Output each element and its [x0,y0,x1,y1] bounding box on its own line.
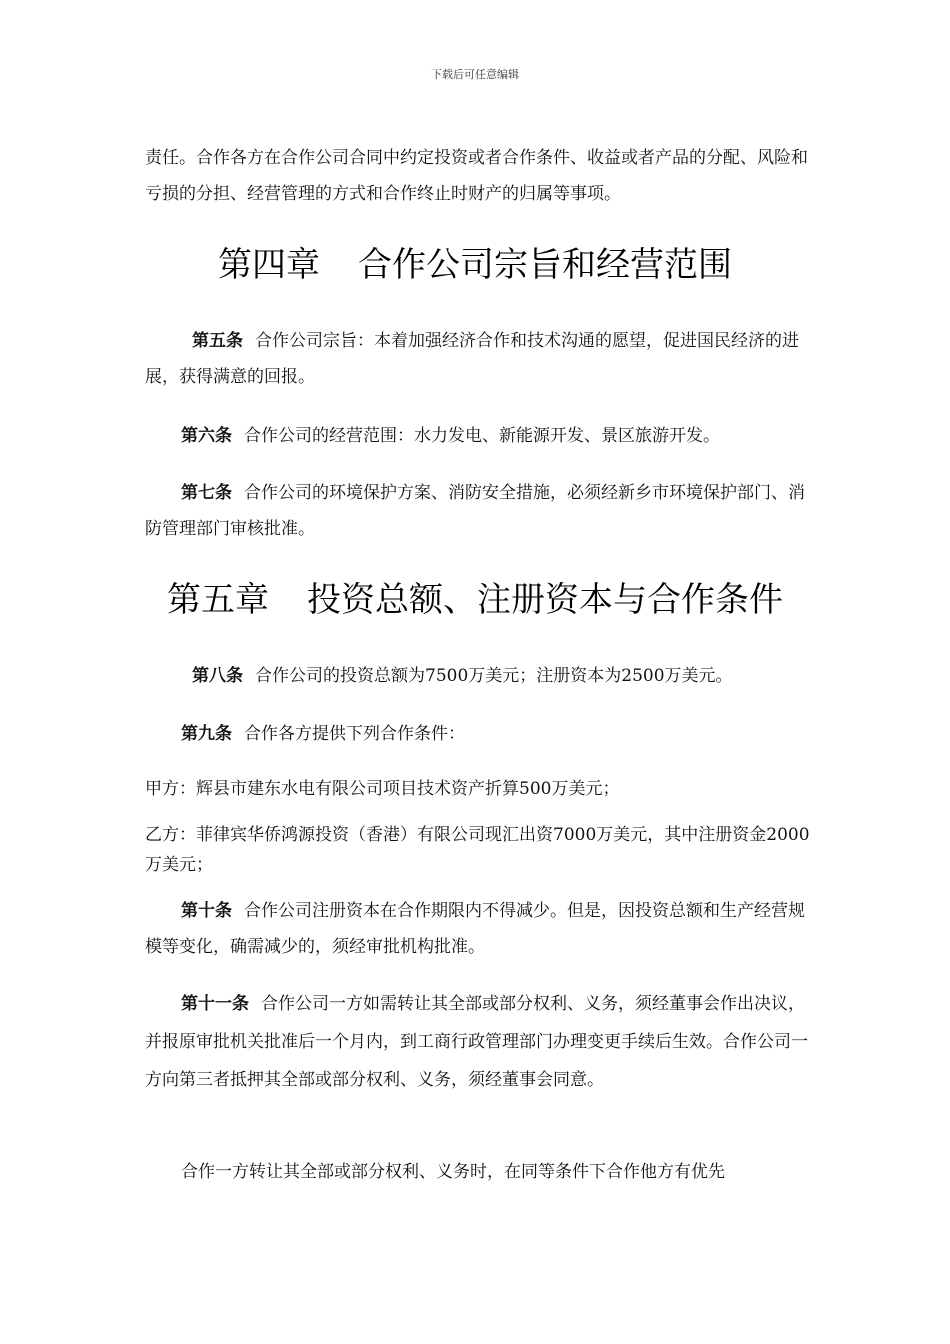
last-paragraph: 合作一方转让其全部或部分权利、义务时，在同等条件下合作他方有优先 [181,1162,725,1182]
chapter-5-number: 第五章 [167,580,269,620]
article-7-text: 合作公司的环境保护方案、消防安全措施，必须经新乡市环境保护部门、消防管理部门审核批准。 [145,483,805,539]
article-11-label: 第十一条 [181,994,249,1014]
chapter-4-number: 第四章 [218,245,320,285]
article-9-label: 第九条 [181,724,232,744]
article-9 [145,716,810,752]
page-header: 下载后可任意编辑 [431,68,519,81]
article-5-label: 第五条 [192,331,243,351]
article-5-text: 合作公司宗旨：本着加强经济合作和技术沟通的愿望，促进国民经济的进展，获得满意的回报。 [145,331,799,387]
article-8-label: 第八条 [192,666,243,686]
article-11-text: 合作公司一方如需转让其全部或部分权利、义务，须经董事会作出决议，并报原审批机关批准后一个月内，到工商行政管理部门办理变更手续后生效。合作公司一方向第三者抵押其全部或部分权利、义务，须经董事会同意。 [145,994,808,1090]
chapter-5-heading [0,578,950,622]
party-b-paragraph: 乙方：菲律宾华侨鸿源投资（香港）有限公司现汇出资7000万美元，其中注册资金2000万美元； [145,825,810,875]
chapter-4-heading [0,243,950,287]
party-a-paragraph: 甲方：辉县市建东水电有限公司项目技术资产折算500万美元； [145,779,620,799]
article-9-text: 合作各方提供下列合作条件： [244,724,465,744]
article-6 [145,418,810,454]
article-6-label: 第六条 [181,426,232,446]
intro-paragraph: 责任。合作各方在合作公司合同中约定投资或者合作条件、收益或者产品的分配、风险和亏损的分担、经营管理的方式和合作终止时财产的归属等事项。 [145,148,808,204]
article-7 [145,475,810,547]
article-10-text: 合作公司注册资本在合作期限内不得减少。但是，因投资总额和生产经营规模等变化，确需减少的，须经审批机构批准。 [145,901,805,957]
chapter-5-title: 投资总额、注册资本与合作条件 [307,580,783,620]
article-11 [145,985,810,1099]
article-7-label: 第七条 [181,483,232,503]
article-5 [145,323,810,395]
chapter-4-title: 合作公司宗旨和经营范围 [358,245,732,285]
article-6-text: 合作公司的经营范围：水力发电、新能源开发、景区旅游开发。 [244,426,720,446]
article-10 [145,893,810,965]
article-10-label: 第十条 [181,901,232,921]
article-8-text: 合作公司的投资总额为7500万美元；注册资本为2500万美元。 [255,666,733,686]
article-8 [145,658,810,694]
